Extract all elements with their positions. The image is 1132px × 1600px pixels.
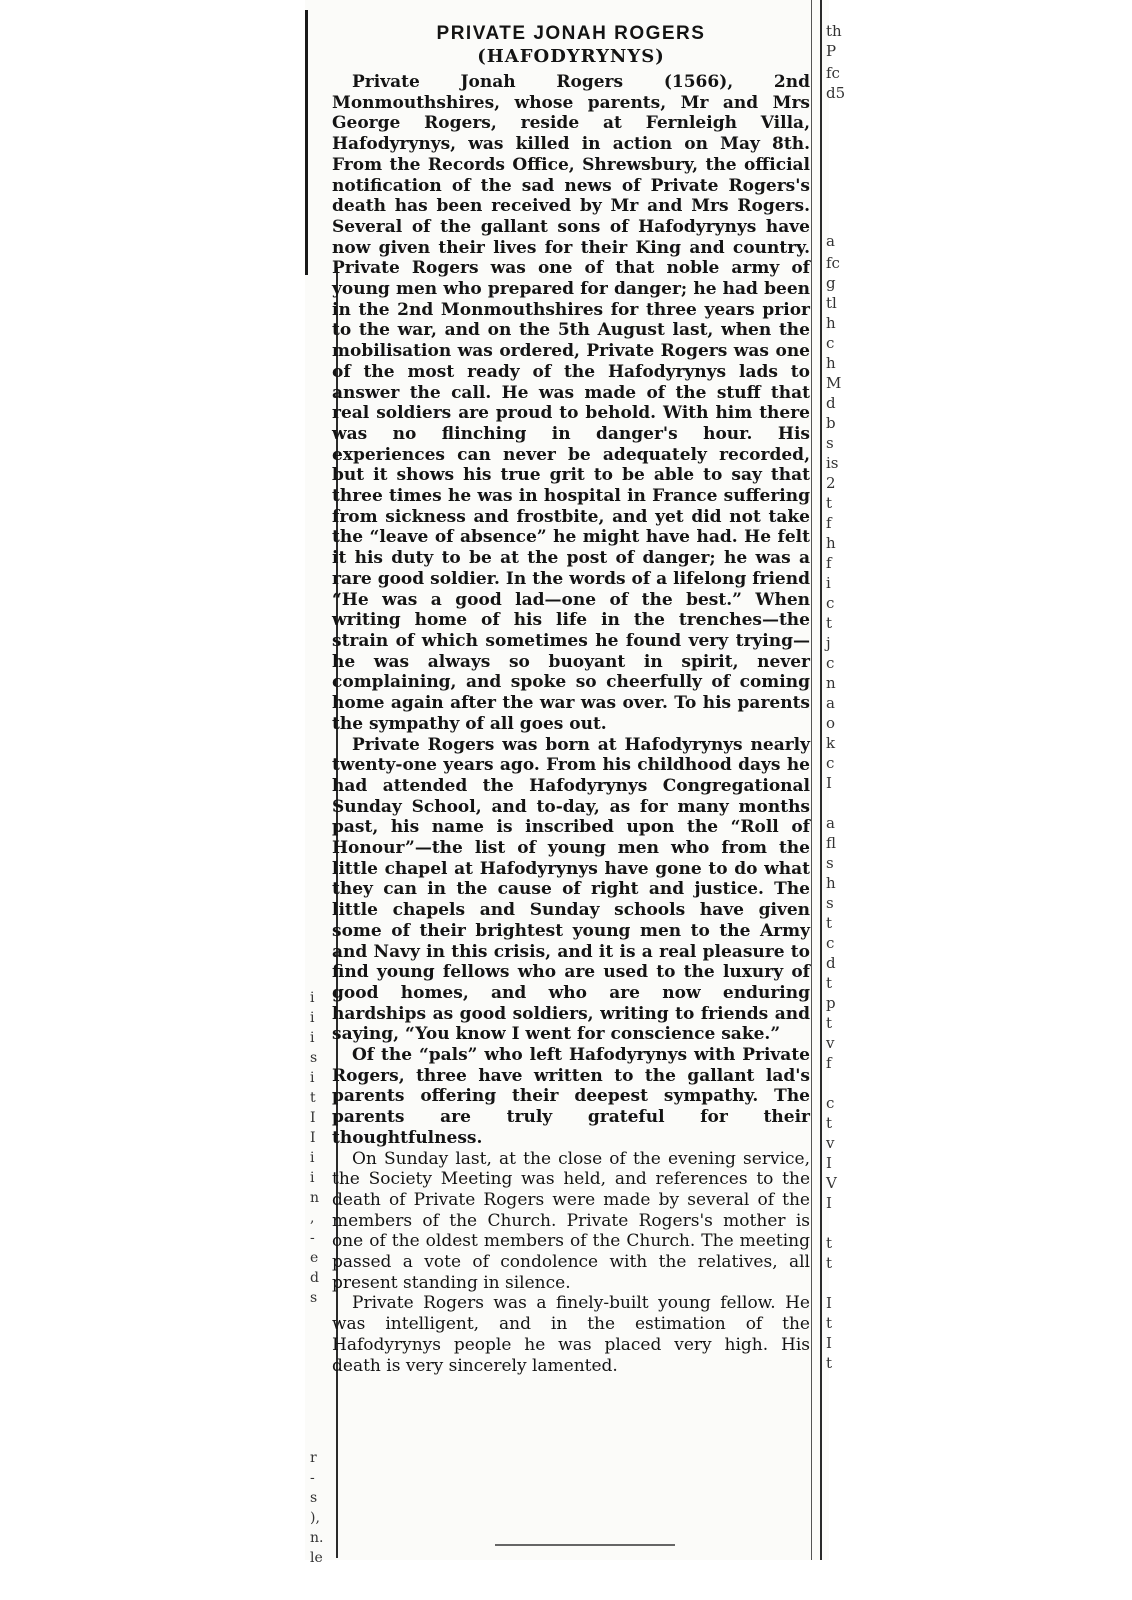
adjacent-right-fragment: h	[826, 874, 836, 892]
subheadline: (HAFODYRYNYS)	[477, 46, 665, 67]
adjacent-right-fragment: I	[826, 1154, 832, 1172]
adjacent-right-fragment: d5	[826, 84, 846, 102]
column-rule-left-top	[305, 10, 308, 275]
paragraph-5: Private Rogers was a finely-built young fellow. He was intelligent, and in the estimation of the Hafodyrynys people he was placed very high. His death is very sincerely lamented.	[332, 1293, 810, 1376]
adjacent-right-fragment: t	[826, 494, 833, 512]
adjacent-right-fragment: a	[826, 814, 835, 832]
paragraph-2: Private Rogers was born at Hafodyrynys nearly twenty-one years ago. From his childhood days he had attended the Hafodyrynys Congregational Sunday School, and to-day, as for many months past, his name is inscribed upon the “Roll of Honour”—the list of young men who from the little chapel at Hafodyrynys have gone to do what they can in the cause of right and justice. The little chapels and Sunday schools have given some of their brightest young men to the Army and Navy in this crisis, and it is a real pleasure to find young fellows who are used to the luxury of good homes, and who are now enduring hardships as good soldiers, writing to friends and saying, “You know I went for conscience sake.”	[332, 734, 810, 1045]
adjacent-left-fragment: d	[310, 1270, 319, 1286]
adjacent-right-fragment: d	[826, 394, 836, 412]
adjacent-right-fragment: s	[826, 854, 834, 872]
adjacent-right-fragment: j	[826, 634, 831, 652]
adjacent-right-fragment: fc	[826, 64, 840, 82]
adjacent-right-fragment: I	[826, 1194, 832, 1212]
adjacent-right-fragment: b	[826, 414, 836, 432]
adjacent-left-fragment: i	[310, 990, 315, 1006]
adjacent-left-fragment: ),	[310, 1510, 320, 1526]
adjacent-right-fragment: o	[826, 714, 836, 732]
adjacent-right-fragment: f	[826, 554, 832, 572]
adjacent-right-fragment: c	[826, 934, 835, 952]
adjacent-right-fragment: g	[826, 274, 836, 292]
adjacent-right-fragment: I	[826, 1294, 832, 1312]
article	[332, 22, 810, 1376]
adjacent-right-fragment: v	[826, 1134, 835, 1152]
adjacent-right-fragment: t	[826, 1314, 833, 1332]
adjacent-right-fragment: c	[826, 1094, 835, 1112]
adjacent-right-fragment: is	[826, 454, 839, 472]
adjacent-right-fragment: M	[826, 374, 842, 392]
adjacent-left-fragment: r	[310, 1450, 317, 1466]
adjacent-right-fragment: tl	[826, 294, 837, 312]
adjacent-right-fragment: s	[826, 894, 834, 912]
adjacent-left-fragment: i	[310, 1030, 315, 1046]
adjacent-right-fragment: c	[826, 654, 835, 672]
adjacent-left-fragment: s	[310, 1290, 318, 1306]
adjacent-left-fragment: n	[310, 1190, 320, 1206]
paragraph-3: Of the “pals” who left Hafodyrynys with Private Rogers, three have written to the gallant lad's parents offering their deepest sympathy. The parents are truly grateful for their thoughtfulness.	[332, 1045, 810, 1148]
adjacent-left-fragment: -	[310, 1230, 315, 1246]
adjacent-right-fragment: h	[826, 354, 836, 372]
adjacent-right-fragment: t	[826, 1354, 833, 1372]
adjacent-left-fragment: le	[310, 1550, 323, 1566]
adjacent-right-fragment: k	[826, 734, 836, 752]
adjacent-left-fragment: s	[310, 1490, 318, 1506]
adjacent-right-fragment: 2	[826, 474, 836, 492]
adjacent-left-fragment: I	[310, 1110, 316, 1126]
adjacent-right-fragment: t	[826, 974, 833, 992]
adjacent-right-fragment: f	[826, 1054, 832, 1072]
paragraph-1: Private Jonah Rogers (1566), 2nd Monmouthshires, whose parents, Mr and Mrs George Rogers, reside at Fernleigh Villa, Hafodyrynys, was killed in action on May 8th. From the Records Office, Shrewsbury, the official notification of the sad news of Private Rogers's death has been received by Mr and Mrs Rogers. Several of the gallant sons of Hafodyrynys have now given their lives for their King and country. Private Rogers was one of that noble army of young men who prepared for danger; he had been in the 2nd Monmouthshires for three years prior to the war, and on the 5th August last, when the mobilisation was ordered, Private Rogers was one of the most ready of the Hafodyrynys lads to answer the call. He was made of the stuff that real soldiers are proud to behold. With him there was no flinching in danger's hour. His experiences can never be adequately recorded, but it shows his true grit to be able to say that three times he was in hospital in France suffering from sickness and frostbite, and yet did not take the “leave of absence” he might have had. He felt it his duty to be at the post of danger; he was a rare good soldier. In the words of a lifelong friend “He was a good lad—one of the best.” When writing home of his life in the trenches—the strain of which sometimes he found very trying—he was always so buoyant in spirit, never complaining, and spoke so cheerfully of coming home again after the war was over. To his parents the sympathy of all goes out.	[332, 72, 810, 734]
adjacent-left-fragment: n.	[310, 1530, 324, 1546]
adjacent-right-fragment: th	[826, 22, 842, 40]
adjacent-right-fragment: n	[826, 674, 836, 692]
adjacent-left-fragment: i	[310, 1170, 315, 1186]
adjacent-right-fragment: c	[826, 334, 835, 352]
adjacent-right-fragment: h	[826, 534, 836, 552]
adjacent-right-fragment: v	[826, 1034, 835, 1052]
adjacent-right-fragment: I	[826, 1334, 832, 1352]
adjacent-left-fragment: -	[310, 1470, 315, 1486]
adjacent-right-fragment: i	[826, 574, 831, 592]
adjacent-right-fragment: fc	[826, 254, 840, 272]
adjacent-right-fragment: f	[826, 514, 832, 532]
adjacent-left-fragment: i	[310, 1070, 315, 1086]
adjacent-right-fragment: a	[826, 694, 835, 712]
adjacent-right-fragment: fl	[826, 834, 837, 852]
adjacent-right-fragment: a	[826, 232, 835, 250]
end-rule	[495, 1544, 675, 1546]
adjacent-right-fragment: s	[826, 434, 834, 452]
adjacent-left-fragment: s	[310, 1050, 318, 1066]
adjacent-left-fragment: e	[310, 1250, 319, 1266]
adjacent-right-fragment: t	[826, 914, 833, 932]
adjacent-right-fragment: t	[826, 1114, 833, 1132]
adjacent-left-fragment: i	[310, 1010, 315, 1026]
adjacent-right-fragment: I	[826, 774, 832, 792]
column-rule-right	[820, 0, 822, 1560]
adjacent-left-fragment: I	[310, 1130, 316, 1146]
adjacent-right-fragment: c	[826, 754, 835, 772]
adjacent-right-fragment: t	[826, 1234, 833, 1252]
adjacent-left-fragment: i	[310, 1150, 315, 1166]
adjacent-left-fragment: ,	[310, 1210, 315, 1226]
adjacent-right-fragment: h	[826, 314, 836, 332]
adjacent-left-fragment: t	[310, 1090, 316, 1106]
adjacent-right-fragment: t	[826, 1254, 833, 1272]
adjacent-right-fragment: t	[826, 1014, 833, 1032]
paragraph-4: On Sunday last, at the close of the evening service, the Society Meeting was held, and references to the death of Private Rogers were made by several of the members of the Church. Private Rogers's mother is one of the oldest members of the Church. The meeting passed a vote of condolence with the relatives, all present standing in silence.	[332, 1148, 810, 1293]
column-rule-right-inner	[811, 0, 812, 1560]
adjacent-right-fragment: c	[826, 594, 835, 612]
headline: PRIVATE JONAH ROGERS	[436, 23, 706, 44]
adjacent-right-fragment: p	[826, 994, 836, 1012]
adjacent-right-fragment: d	[826, 954, 836, 972]
adjacent-right-fragment: P	[826, 42, 837, 60]
adjacent-right-fragment: t	[826, 614, 833, 632]
adjacent-right-fragment: V	[826, 1174, 837, 1192]
